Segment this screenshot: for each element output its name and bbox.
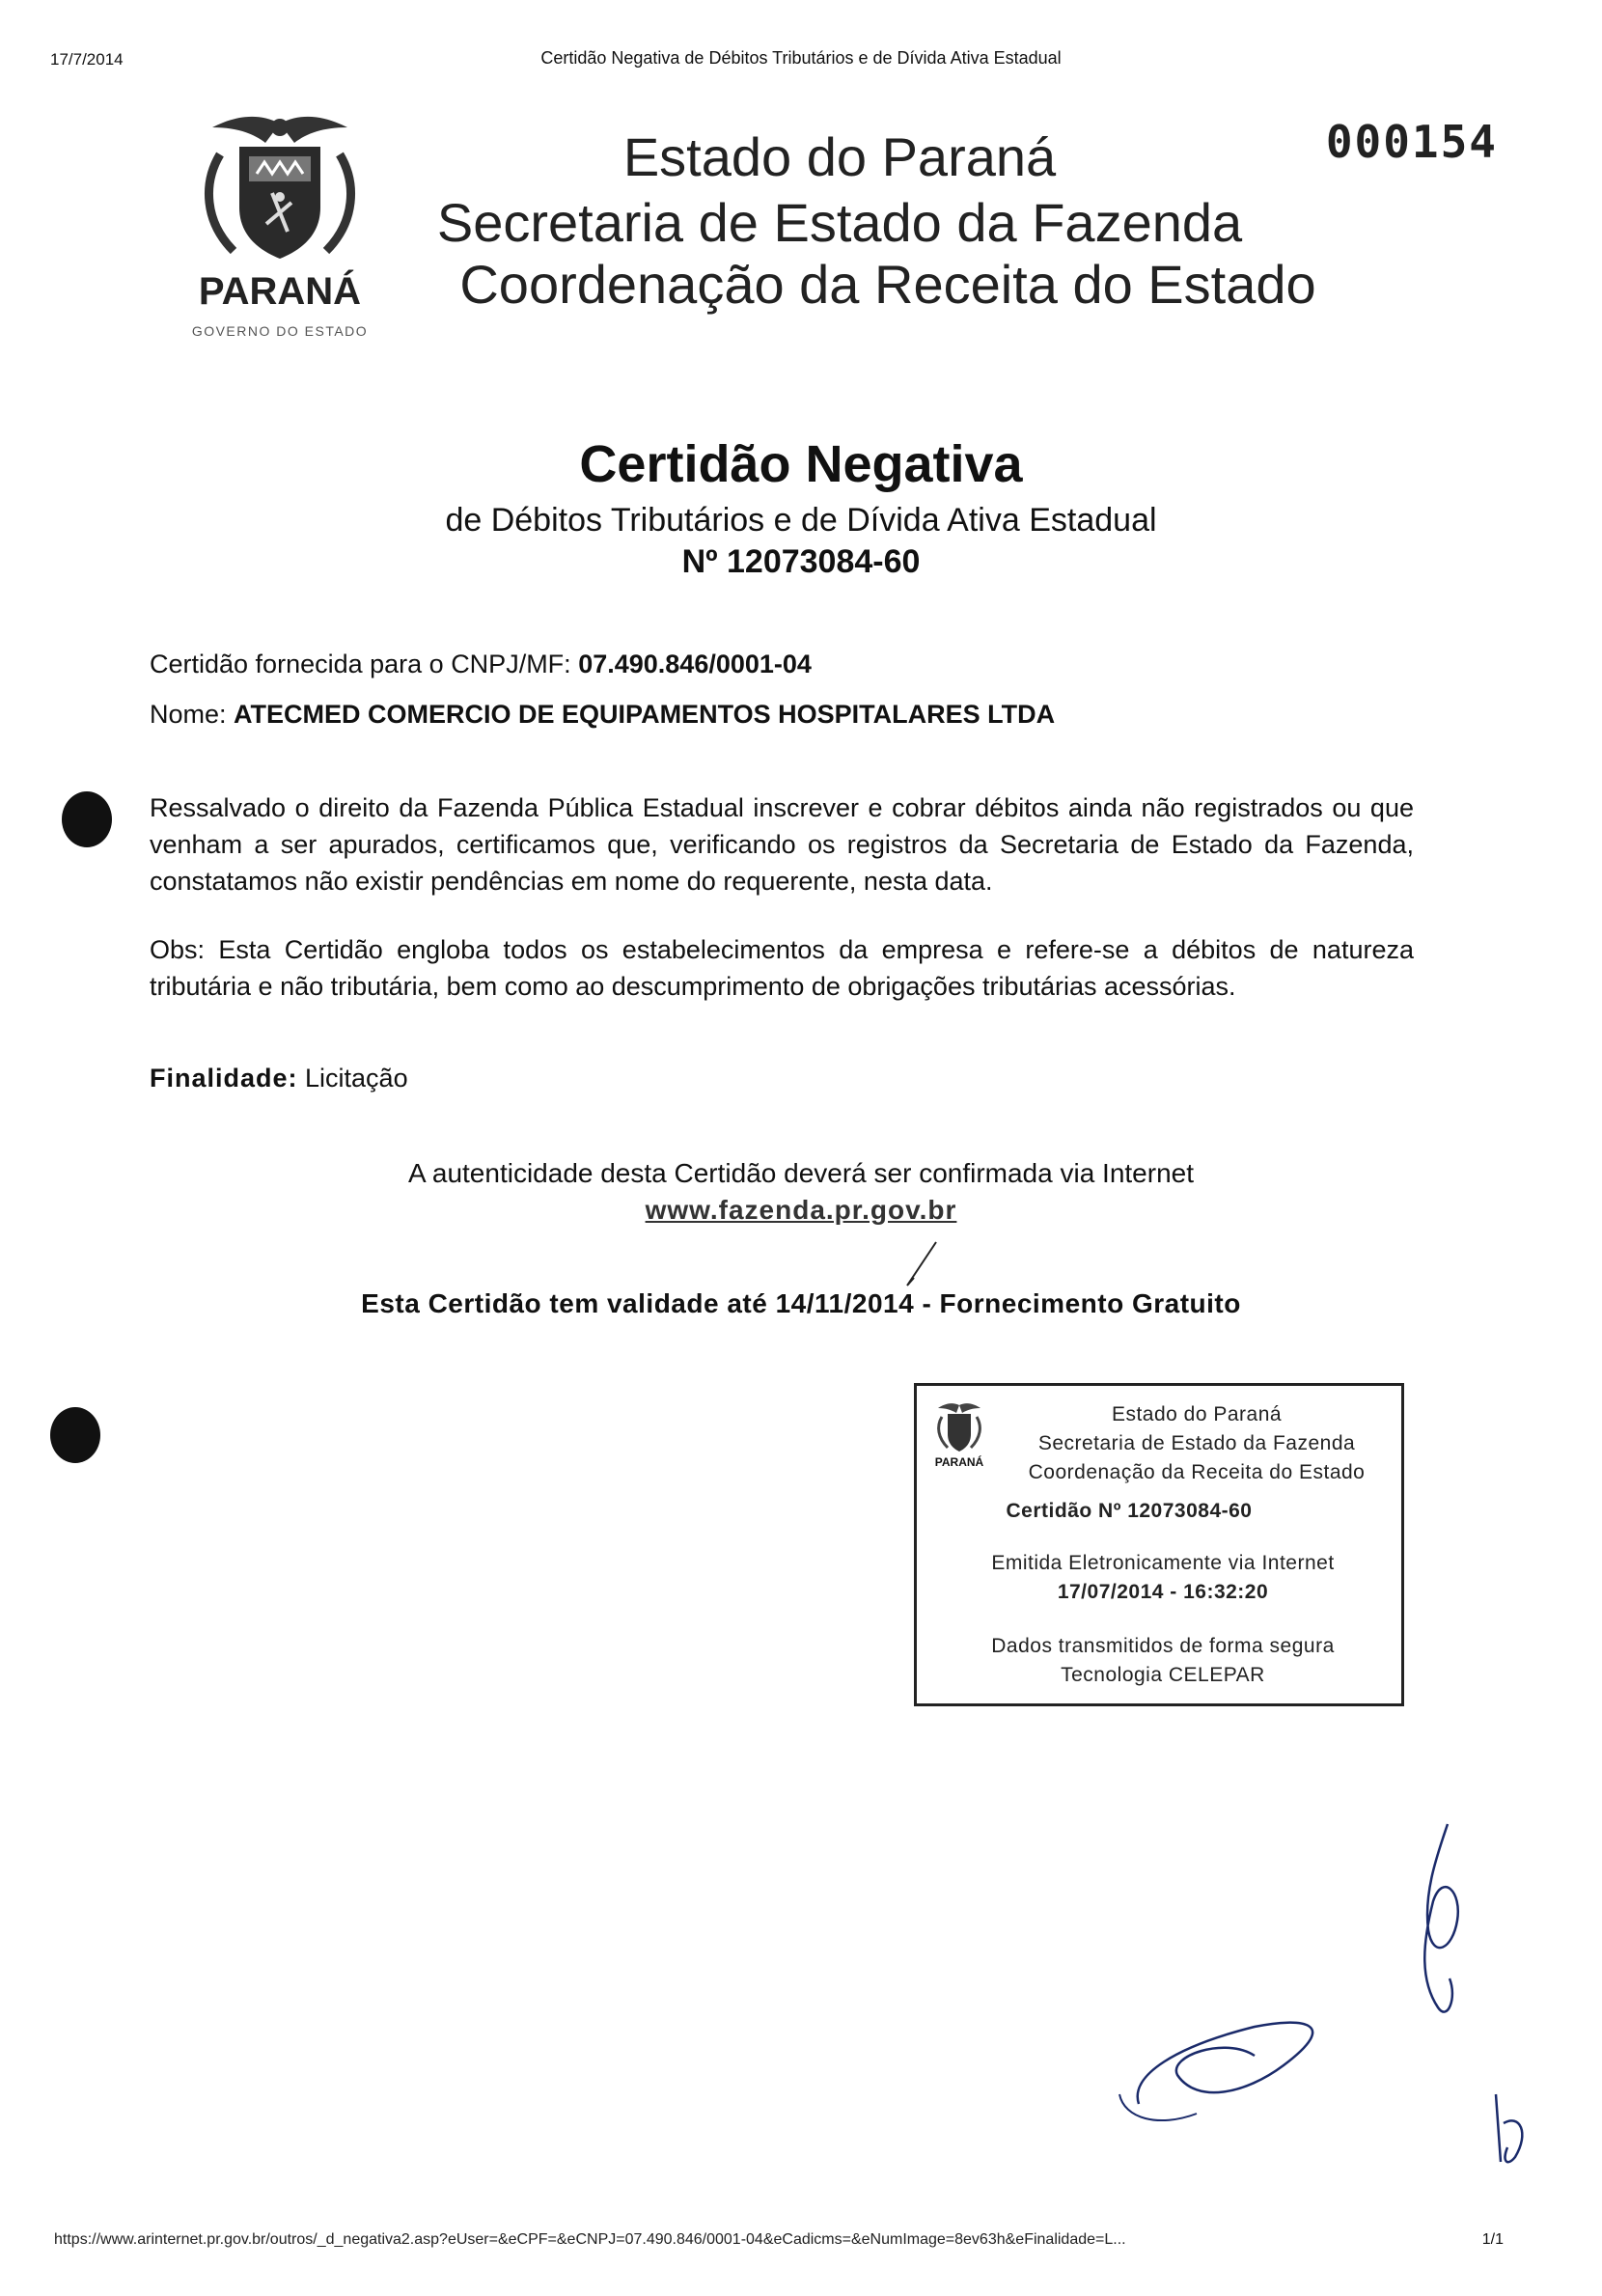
purpose-value: Licitação <box>305 1064 408 1093</box>
small-crest-logo <box>930 1401 988 1479</box>
seal-cert-number: Certidão Nº 12073084-60 <box>1006 1500 1253 1522</box>
certificate-title: Certidão Negativa <box>579 435 1023 493</box>
crest-name: PARANÁ <box>198 270 362 313</box>
validity-text: Esta Certidão tem validade até 14/11/2014 - Fornecimento Gratuito <box>361 1288 1241 1318</box>
name-value: ATECMED COMERCIO DE EQUIPAMENTOS HOSPITALARES LTDA <box>234 700 1056 729</box>
certificate-number: Nº 12073084-60 <box>681 543 921 580</box>
paragraph-observation: Obs: Esta Certidão engloba todos os estabelecimentos da empresa e refere-se a débitos de natureza tributária e não tributária, bem como ao descumprimento de obrigações tributárias acessórias. <box>150 935 1414 1001</box>
seal-issued-at: 17/07/2014 - 16:32:20 <box>1057 1581 1269 1603</box>
seal-issued-label: Emitida Eletronicamente via Internet <box>991 1552 1335 1574</box>
authenticity-text: A autenticidade desta Certidão deverá ser confirmada via Internet <box>407 1158 1195 1188</box>
purpose-label: Finalidade: <box>150 1064 298 1093</box>
seal-line-1: Estado do Paraná <box>1111 1403 1283 1425</box>
print-header-title: Certidão Negativa de Débitos Tributários e de Dívida Ativa Estadual <box>540 48 1062 68</box>
print-footer-url: https://www.arinternet.pr.gov.br/outros/_d_negativa2.asp?eUser=&eCPF=&eCNPJ=07.490.846/0001-04&eCadicms=&eNumImage=8ev63h&eFinalidade=L... <box>54 2231 1126 2248</box>
binder-hole <box>62 791 112 847</box>
print-page-number: 1/1 <box>1481 2231 1504 2248</box>
seal-line-3: Coordenação da Receita do Estado <box>1028 1461 1366 1483</box>
name-label: Nome: <box>150 700 227 729</box>
small-crest-name: PARANÁ <box>934 1455 984 1469</box>
stamp-number: 000154 <box>1325 116 1498 168</box>
parana-crest-logo <box>164 106 396 347</box>
org-line-2: Secretaria de Estado da Fazenda <box>436 192 1243 253</box>
name-line <box>150 700 1055 730</box>
paragraph-certification: Ressalvado o direito da Fazenda Pública Estadual inscrever e cobrar débitos ainda não registrados ou que venham a ser apurados, certificamos que, verificando os registros da Secretaria de Estado da Fazenda, constatamos não existir pendências em nome do requerente, nesta data. <box>150 793 1414 896</box>
handwritten-tick-mark <box>893 1237 941 1295</box>
authenticity-link[interactable]: www.fazenda.pr.gov.br <box>645 1195 957 1225</box>
certificate-subtitle: de Débitos Tributários e de Dívida Ativa Estadual <box>445 502 1157 539</box>
handwritten-signatures <box>1091 1785 1563 2249</box>
cnpj-label: Certidão fornecida para o CNPJ/MF: <box>150 650 571 678</box>
org-line-1: Estado do Paraná <box>622 126 1057 187</box>
crest-icon <box>164 106 396 270</box>
electronic-seal-box <box>914 1383 1404 1706</box>
purpose-line <box>150 1064 408 1093</box>
cnpj-line <box>150 650 812 679</box>
print-date: 17/7/2014 <box>50 50 124 69</box>
org-line-3: Coordenação da Receita do Estado <box>459 254 1316 315</box>
crest-subtitle: GOVERNO DO ESTADO <box>191 323 369 339</box>
seal-transmission: Dados transmitidos de forma segura <box>991 1635 1335 1657</box>
binder-hole <box>50 1407 100 1463</box>
seal-technology: Tecnologia CELEPAR <box>1061 1664 1265 1686</box>
small-crest-icon <box>930 1401 988 1457</box>
cnpj-value: 07.490.846/0001-04 <box>578 650 812 678</box>
seal-line-2: Secretaria de Estado da Fazenda <box>1037 1432 1356 1454</box>
